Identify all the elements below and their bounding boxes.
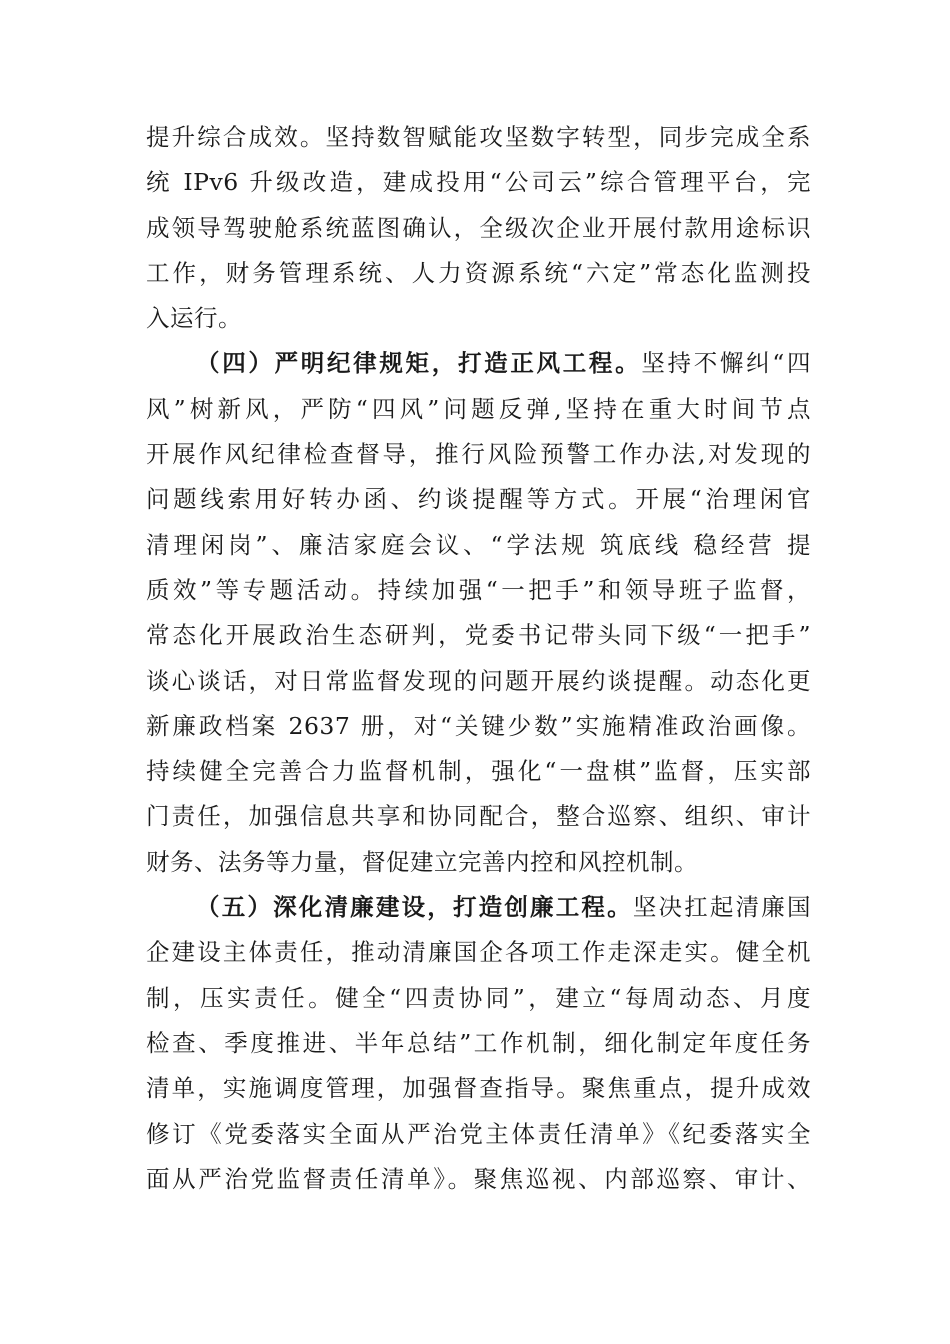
text-line: 质效”等专题活动。持续加强“一把手”和领导班子监督， (146, 575, 811, 604)
text-line: 谈心谈话，对日常监督发现的问题开展约谈提醒。动态化更 (146, 666, 811, 695)
text-line: 问题线索用好转办函、约谈提醒等方式。开展“治理闲官 (146, 485, 811, 514)
text-line: 新廉政档案 2637 册，对“关键少数”实施精准政治画像。 (146, 711, 811, 740)
text-line: 门责任，加强信息共享和协同配合，整合巡察、组织、审计 (146, 802, 811, 831)
text-line: 成领导驾驶舱系统蓝图确认，全级次企业开展付款用途标识 (146, 213, 811, 242)
paragraph-first-line (146, 885, 811, 930)
text-line: 财务、法务等力量，督促建立完善内控和风控机制。 (146, 847, 698, 876)
paragraph-3 (146, 885, 811, 1202)
text-line: 检查、季度推进、半年总结”工作机制，细化制定年度任务 (146, 1028, 811, 1057)
paragraph-2 (146, 341, 811, 885)
text-line: 开展作风纪律检查督导，推行风险预警工作办法,对发现的 (146, 440, 811, 469)
text-line: 常态化开展政治生态研判，党委书记带头同下级“一把手” (146, 621, 811, 650)
text-line: 面从严治党监督责任清单》。聚焦巡视、内部巡察、审计、 (146, 1164, 811, 1193)
text-line: 统 IPv6 升级改造，建成投用“公司云”综合管理平台，完 (146, 168, 811, 197)
text-line: 修订《党委落实全面从严治党主体责任清单》《纪委落实全 (146, 1119, 811, 1148)
paragraph-1 (146, 115, 811, 341)
text-line: 工作，财务管理系统、人力资源系统“六定”常态化监测投 (146, 258, 811, 287)
text-line: 入运行。 (146, 304, 242, 333)
text-span: 坚持不懈纠“四 (641, 349, 812, 378)
text-line: 持续健全完善合力监督机制，强化“一盘棋”监督，压实部 (146, 757, 811, 786)
text-line: 制，压实责任。健全“四责协同”，建立“每周动态、月度 (146, 983, 811, 1012)
body-text (146, 115, 811, 1202)
text-line: 清理闲岗”、廉洁家庭会议、“学法规 筑底线 稳经营 提 (146, 530, 811, 559)
text-line: 清单，实施调度管理，加强督查指导。聚焦重点，提升成效 (146, 1074, 811, 1103)
text-line: 风”树新风，严防“四风”问题反弹,坚持在重大时间节点 (146, 394, 811, 423)
text-line: 企建设主体责任，推动清廉国企各项工作走深走实。健全机 (146, 938, 811, 967)
paragraph-first-line (146, 341, 811, 386)
section-heading: （四）严明纪律规矩，打造正风工程。 (196, 349, 642, 378)
text-line: 提升综合成效。坚持数智赋能攻坚数字转型，同步完成全系 (146, 123, 811, 151)
text-span: 坚决扛起清廉国 (632, 893, 812, 922)
section-heading: （五）深化清廉建设，打造创廉工程。 (196, 893, 633, 922)
